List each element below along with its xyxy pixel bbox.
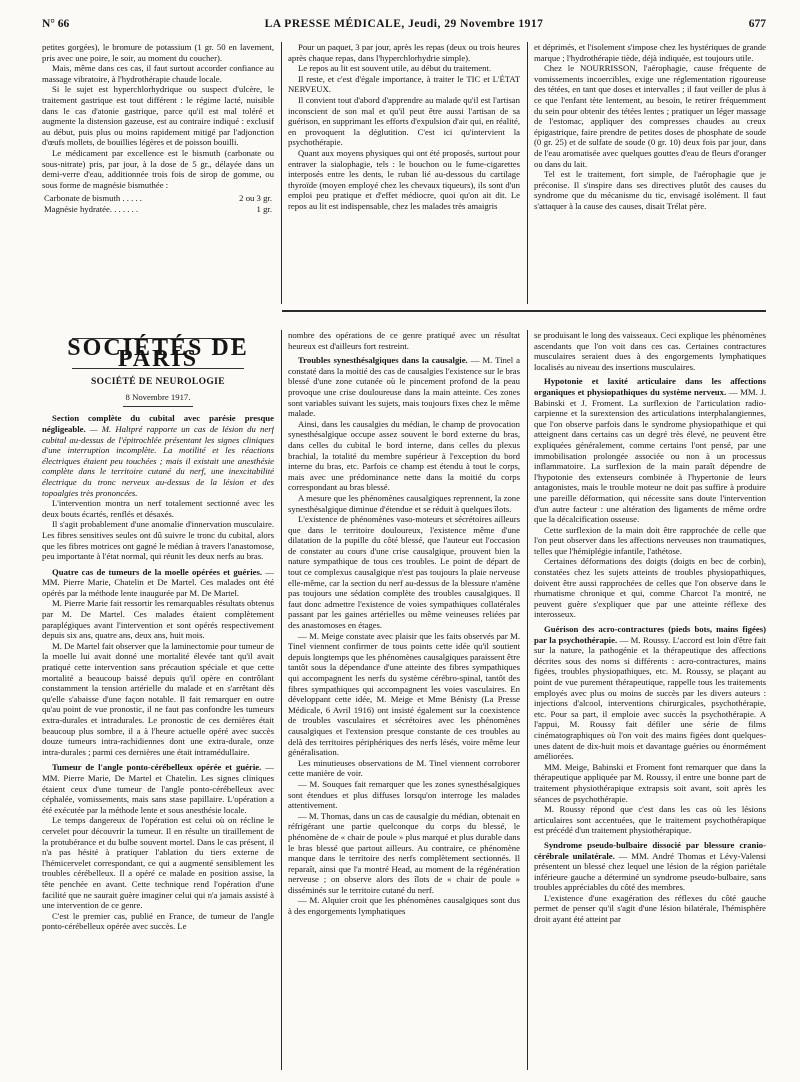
article-lead: — MM. J. Babinski et J. Froment. La surflexion de l'articulation radio-carpienne et la surextension des articulations interphalangiennes, que l'on observe parfois dans le syndrome physiopathique et qui atteignent dans certains cas un degré très élevé, ne peuvent être expliquées généralement, comme certains l'ont pensé, par une immobilisation prolongée associée ou non à un processus inflammatoire. La surflexion de la main paraît dépendre de l'hypotonie des extenseurs combinée à l'hypertonie de leurs antagonistes, mais le trouble moteur ne doit pas suffire à produire une pareille déformation, qui nécessite sans doute l'intervention d'un autre facteur : une altération des ligaments de même ordre que la décalcification osseuse. [534, 386, 766, 525]
paragraph: L'intervention montra un nerf totalement sectionné avec les deux bouts écartés, renflés et désaxés. [42, 498, 274, 519]
rx-value: 1 gr. [256, 203, 272, 214]
paragraph: Le temps dangereux de l'opération est celui où on récline le cervelet pour découvrir la tumeur. Il en résulte un tiraillement de la protubérance et du bulbe souvent mortel. Dans le cas présent, il n'a pas hésité à pratiquer l'ablation du tiers externe de l'hémicervelet correspondant, ce qui a augmenté sensiblement les troubles cérébelleux. Il a opéré ce malade en position assise, la tête penchée en avant. Cette technique rend l'opération d'une facilité que ne saurait guère imaginer celui qui n'a jamais assisté à une intervention de ce genre. [42, 815, 274, 911]
article-paragraph [534, 624, 766, 762]
article-paragraph [42, 413, 274, 498]
prescription-row [42, 204, 274, 215]
paragraph: Pour un paquet, 3 par jour, après les repas (deux ou trois heures après chaque repas, dans l'hyperchlorhydrie simple). [288, 42, 520, 63]
bottom-column-2 [288, 330, 520, 1078]
article-paragraph [42, 762, 274, 815]
running-header [42, 18, 766, 36]
paragraph: Mais, même dans ces cas, il faut surtout accorder confiance au massage vibratoire, à l'hydrothérapie chaude locale. [42, 63, 274, 84]
paragraph: Certaines déformations des doigts (doigts en bec de corbin), constatées chez les sujets atteints de troubles physiopathiques, doivent être aussi rapprochées de celles que l'on observe dans le rhumatisme chronique et qui, comme Charcot l'a montré, ne peuvent guère s'expliquer que par une atteinte réflexe des interosseux. [534, 556, 766, 620]
paragraph: — M. Meige constate avec plaisir que les faits observés par M. Tinel viennent confirmer de tous points cette idée qu'il soutient depuis longtemps que les phénomènes causalgiques paraissent être tantôt sous la dépendance d'une atteinte des fibres sympathiques qui accompagnent les nerfs du système cérébro-spinal, tantôt des fibres sympathiques qui accompagnent les voies vasculaires. En développant cette idée, M. Meige et Mme Bénisty (La Presse Médicale, 6 Avril 1916) ont insisté également sur la coexistence de troubles vasculaires et sécrétoires avec les phénomènes causalgiques et l'extension presque constante de ces troubles au delà des territoires périphériques des nerfs lésés, voire même leur généralisation. [288, 630, 520, 758]
bottom-column-1 [42, 334, 274, 1078]
paragraph: Il reste, et c'est d'égale importance, à traiter le TIC et L'ÉTAT NERVEUX. [288, 73, 520, 95]
article-lead: — M. Tinel a constaté dans la moitié des cas de causalgies l'existence sur le bras blessé d'une zone cutanée où le pincement profond de la peau provoque une crise douloureuse dans la main atteinte. Ces zones sont variables suivant les sujets, mais toujours fixes chez le même malade. [288, 355, 520, 419]
paragraph: — M. Souques fait remarquer que les zones synesthésalgiques sont étendues et plus diffuses lorsqu'on interroge les malades attentivement. [288, 778, 520, 811]
article-lead: — MM. André Thomas et Lévy-Valensi présentent un blessé chez lequel une lésion de la région pariétale inférieure gauche a déterminé un syndrome pseudo-bulbaire, sans troubles appréciables du côté des membres. [534, 850, 766, 893]
paragraph: M. Roussy répond que c'est dans les cas où les lésions articulaires sont accentuées, que le traitement psychothérapique est précédé d'un traitement physiothérapique. [534, 804, 766, 836]
paragraph: Chez le NOURRISSON, l'aérophagie, cause fréquente de vomissements incoercibles, exige une réglementation rigoureuse des tétées, en tant que doses et intervalles ; il faut veiller de plus à ce que l'enfant tète lentement, au besoin, le retirer fréquemment du sein pour obtenir des tétées lentes ; pratiquer un léger massage de l'estomac, appliquer des compresses chaudes au creux épigastrique, faire prendre de petites doses de phosphate de soude (0 gr. 25) et de sulfate de soude (0 gr. 10) deux fois par jour, dans de l'eau aromatisée avec quelques gouttes d'eau de fleurs d'oranger ou dans du lait. [534, 63, 766, 169]
paragraph: Le repos au lit est souvent utile, au début du traitement. [298, 63, 492, 74]
top-column-3 [534, 42, 766, 304]
paragraph: Les minutieuses observations de M. Tinel viennent corroborer cette manière de voir. [288, 757, 520, 779]
paragraph: Si le sujet est hyperchlorhydrique ou suspect d'ulcère, le traitement gastrique est tout différent : le régime lacté, nuisible dans le cas d'atonie gastrique, parce qu'il est mal toléré et augmente la distension gazeuse, est au contraire indiqué : exclusif au début, puis plus ou moins rapidement mitigé par l'adjonction d'œufs mollets, de bouillies légères et de poisson bouilli. [42, 84, 274, 148]
paragraph: Cette surflexion de la main doit être rapprochée de celle que l'on peut observer dans les affections nerveuses non traumatiques, telles que l'hémiplégie infantile, l'athétose. [534, 524, 766, 556]
paragraph: L'existence d'une exagération des réflexes du côté gauche permet de penser qu'il s'agit d'une lésion bilatérale, l'hémisphère droit ayant été atteint par [534, 892, 766, 925]
article-paragraph [288, 355, 520, 419]
paragraph: L'existence de phénomènes vaso-moteurs et sécrétoires ailleurs que dans le territoire douloureux, l'existence même d'une dilatation de la pupille du côté blessé, que l'auteur eut l'occasion de constater au cours d'une crise causalgique, prouvent bien la nature sympathique de tous ces troubles. Le point de départ de tout ce complexus causalgique n'est pas toujours la plaie nerveuse elle-même, car la section du nerf au-dessus de la blessure n'amène pas toujours une sédation complète des troubles causalgiques. Il faut donc admettre l'existence de voies sympathiques collatérales passant par les gaines artérielles ou même veineuses reliées par des anastomoses en étages. [288, 514, 520, 631]
paragraph: petites gorgées), le bromure de potassium (1 gr. 50 en lavement, pris avec une poire, le soir, au moment du coucher). [42, 42, 274, 63]
article-paragraph [534, 840, 766, 893]
rx-label: Magnésie hydratée. . . . . . . [44, 203, 139, 214]
top-column-1 [42, 42, 274, 332]
journal-title: LA PRESSE MÉDICALE, Jeudi, 29 Novembre 1917 [264, 18, 544, 30]
rx-label: Carbonate de bismuth . . . . . [44, 193, 142, 204]
article-title: Tumeur de l'angle ponto-cérébelleux opérée et guérie. [52, 762, 262, 773]
society-heading: SOCIÉTÉ DE NEUROLOGIE [90, 377, 226, 388]
article-title: Troubles synesthésalgiques dans la causalgie. [298, 355, 468, 366]
article-title: Hypotonie et laxité articulaire dans les affections organiques et physiopathiques du système nerveux. [534, 376, 766, 397]
paragraph: Ainsi, dans les causalgies du médian, le champ de provocation synesthésalgique occupe assez souvent le bord externe du bras, dans celles du cubital le bord interne, dans celles du plexus brachial, la totalité du membre supérieur à l'exception du bord interne du bras, etc. Parfois ce champ est étendu à tout le corps, mais avec une prédominance nette dans la moitié du corps correspondant au bras blessé. [288, 418, 520, 493]
paragraph: et déprimés, et l'isolement s'impose chez les hystériques de grande marque ; l'hydrothérapie tiède, déjà indiquée, est toujours utile. [534, 42, 766, 63]
column-rule [281, 330, 282, 1070]
top-column-2 [288, 42, 520, 304]
article-title: Quatre cas de tumeurs de la moelle opérées et guéries. [52, 566, 263, 577]
paragraph: Il s'agit probablement d'une anomalie d'innervation musculaire. Les fibres sensitives seules ont dû suivre le tronc du cubital, alors que les fibres motrices ont gagné le médian à travers l'anastomose, peu importante à l'état normal, qui réunit les deux nerfs au bras. [42, 519, 274, 562]
column-rule [527, 330, 528, 1070]
paragraph: M. Pierre Marie fait ressortir les remarquables résultats obtenus par M. De Martel. Ces malades étaient complètement paraplégiques avant l'intervention et sont opérés respectivement depuis six ans, quatre ans, deux ans, huit mois. [42, 598, 274, 641]
paragraph: se produisant le long des vaisseaux. Ceci explique les phénomènes ascendants que l'on voit dans ces cas. Certaines contractures musculaires seraient dues à des engorgements lymphatiques localisés au niveau des insertions musculaires. [534, 330, 766, 372]
rx-value: 2 ou 3 gr. [239, 193, 272, 204]
session-date: 8 Novembre 1917. [125, 391, 191, 402]
column-rule [281, 42, 282, 304]
article-title: Syndrome pseudo-bulbaire dissocié par blessure cranio-cérébrale unilatérale. [534, 839, 766, 861]
paragraph: — M. Thomas, dans un cas de causalgie du médian, obtenait en réfrigérant une partie quelconque du corps du blessé, le phénomène de « chair de poule » plus marqué et plus durable dans le bras blessé que partout ailleurs. Au contraire, ce phénomène manque dans le territoire des nerfs complètement sectionnés. Il reparaît, ainsi que l'a montré Head, au moment de la régénération nerveuse ; on observe alors des îlots de « chair de poule » disséminés sur le territoire cutané du nerf. [288, 810, 520, 895]
paragraph: Le médicament par excellence est le bismuth (carbonate ou sous-nitrate) pris, par jour, à la dose de 5 gr., délayée dans un demi-verre d'eau, additionnée trois fois de sirop de gomme, ou sous forme de magnésie bismuthée : [42, 147, 274, 190]
issue-number: N° 66 [42, 18, 70, 30]
prescription-row [42, 193, 274, 204]
paragraph: Quant aux moyens physiques qui ont été proposés, surtout pour entraver la sialophagie, tels : le bouchon ou le fume-cigarettes interposés entre les dents, le ruban lié au-dessous du cartilage thyroïde (moyen employé chez les chevaux tiqueurs), ils sont d'un emploi peu pratique et d'effet médiocre, quoi qu'on ait dit. Le repos au lit est indispensable, chez les malades très amaigris [288, 147, 520, 211]
paragraph: nombre des opérations de ce genre pratiqué avec un résultat heureux est d'ailleurs fort restreint. [288, 330, 520, 351]
section-divider [282, 310, 766, 312]
article-lead: — MM. Pierre Marie, Chatelin et De Martel. Ces malades ont été opérés par la méthode lente inaugurée par M. De Martel. [42, 566, 274, 598]
article-title: Guérison des acro-contractures (pieds bots, mains figées) par la psychothérapie. [534, 624, 766, 645]
article-lead: — M. Roussy. L'accord est loin d'être fait sur la nature, la pathogénie et la thérapeutique des affections décrites sous des noms si différents : acro-contractures, mains figées, troubles physiopathiques, etc. M. Roussy, se plaçant au point de vue purement thérapeutique, rappelle tous les traitements employés avec plus ou moins de succès par les divers auteurs : injections d'alcool, interventions chirurgicales, psychothérapie, etc. Pour sa part, il emploie avec succès la psychothérapie. A l'appui, M. Roussy fait défiler une série de films cinématographiques où l'on voit des mains figées dont quelques-unes datent de dix-huit mois et davantage guéries ou énormément améliorées. [534, 634, 766, 762]
paragraph: C'est le premier cas, publié en France, de tumeur de l'angle ponto-cérébelleux opérée avec succès. Le [42, 910, 274, 932]
paragraph: A mesure que les phénomènes causalgiques reprennent, la zone synesthésalgique diminue d'étendue et se réduit à quelques îlots. [288, 492, 520, 514]
bottom-column-3 [534, 330, 766, 1078]
paragraph: Tel est le traitement, fort simple, de l'aérophagie que je préconise. Il s'inspire dans ses directives plutôt des causes du syndrome que du mécanisme du tic, envisagé isolément. Il faut s'attaquer à la cause des causes, disait Trélat père. [534, 169, 766, 211]
article-lead: — MM. Pierre Marie, De Martel et Chatelin. Les signes cliniques étaient ceux d'une tumeur de l'angle ponto-cérébelleux avec céphalée, vomissements, mais sans stase papillaire. L'opération a été exécutée par la méthode lente et sous anesthésie locale. [42, 762, 274, 815]
column-rule [527, 42, 528, 304]
section-masthead: SOCIÉTÉS DE PARIS [67, 335, 249, 372]
paragraph: MM. Meige, Babinski et Froment font remarquer que dans la thérapeutique appliquée par M. Roussy, il entre une bonne part de traitement physiothérapique extrapsis soit avant, soit après les séances de psychothérapie. [534, 761, 766, 804]
paragraph: M. De Martel fait observer que la laminectomie pour tumeur de la moelle lui avait donné une mortalité élevée tant qu'il avait pratiqué cette intervention sans précaution spéciale et que cette mortalité a beaucoup baissé depuis qu'il opère en contrôlant constamment la tension artérielle du malade et en s'arrêtant dès qu'elle s'abaisse d'une façon notable. Il fait remarquer en outre qu'au point de vue pronostic, il ne faut pas confondre les tumeurs extra-durales et intradurales. Le pronostic de ces dernières était beaucoup plus sombre, il a à l'heure actuelle opéré avec succès douze tumeurs intra-rachidiennes dont une extra-durale, onze intra-durales ; parmi ces dernières une était intramédullaire. [42, 640, 274, 757]
article-paragraph [42, 567, 274, 599]
paragraph: Il convient tout d'abord d'apprendre au malade qu'il est l'artisan inconscient de son mal et qu'il peut être aussi l'artisan de sa guérison, en supprimant les efforts d'expulsion d'air qui, en réalité, en provoquent la déglutition. C'est ici qu'intervient la psychothérapie. [288, 94, 520, 148]
article-lead: — M. Haltpré rapporte un cas de lésion du nerf cubital au-dessus de l'épitrochlée présentant les signes cliniques d'une interruption incomplète. La motilité et les réactions électriques étaient peu touchées ; mais il existait une anesthésie complète dans le territoire cutané du nerf, une inexcitabilité électrique du tronc nerveux au-dessus de la lésion et des topoalgies très prononcées. [42, 423, 274, 498]
article-paragraph [534, 376, 766, 524]
paragraph: — M. Alquier croit que les phénomènes causalgiques sont dus à des engorgements lymphatiques [288, 895, 520, 917]
article-title: Section complète du cubital avec parésie presque négligeable. [42, 413, 274, 434]
short-rule [123, 406, 193, 407]
page-number: 677 [748, 18, 766, 30]
